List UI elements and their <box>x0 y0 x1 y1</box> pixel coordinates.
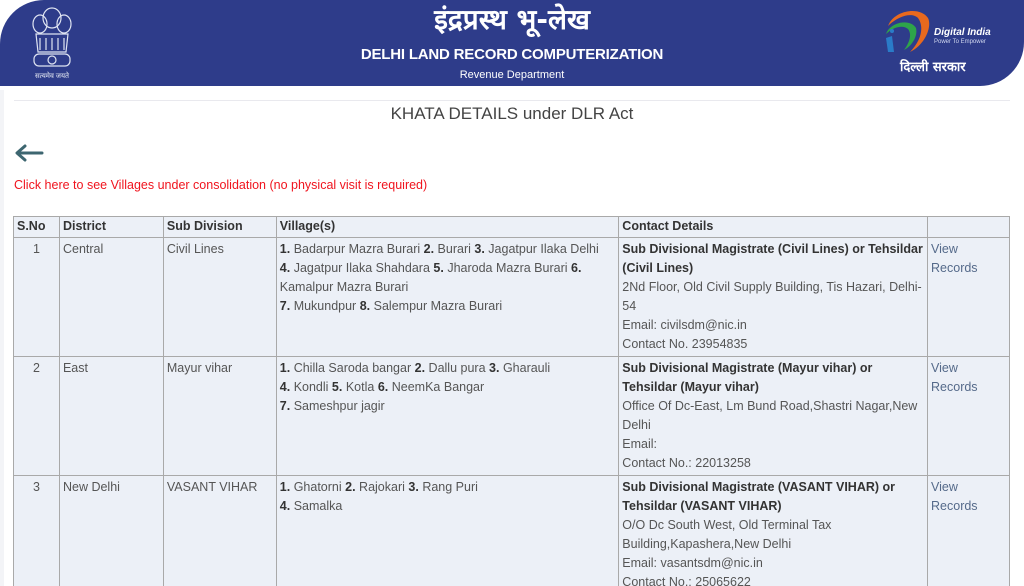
header-district: District <box>59 217 163 238</box>
village-line <box>280 397 616 416</box>
cell-villages <box>276 357 619 476</box>
village-name: Kamalpur Mazra Burari <box>279 280 409 294</box>
cell-sno: 3 <box>14 476 60 586</box>
village-number: 3. <box>474 242 485 256</box>
khata-records-table <box>13 216 1010 586</box>
village-number: 8. <box>359 299 371 313</box>
svg-text:सत्यमेव जयते: सत्यमेव जयते <box>34 73 70 80</box>
contact-address: Office Of Dc-East, Lm Bund Road,Shastri Nagar,New Delhi <box>622 399 918 432</box>
village-number: 4. <box>279 380 291 394</box>
cell-sub-division: Mayur vihar <box>163 357 276 476</box>
village-name: Mukundpur <box>293 299 357 313</box>
contact-address: 2Nd Floor, Old Civil Supply Building, Tis Hazari, Delhi-54 <box>622 280 922 313</box>
village-line <box>280 259 616 297</box>
village-number: 2. <box>423 242 435 256</box>
village-name: Chilla Saroda bangar <box>293 361 412 375</box>
village-line <box>280 378 616 397</box>
cell-district: New Delhi <box>59 476 163 586</box>
village-name: Rang Puri <box>422 480 478 494</box>
contact-office: Sub Divisional Magistrate (VASANT VIHAR) or Tehsildar (VASANT VIHAR) <box>622 480 896 513</box>
table-row <box>14 238 1010 357</box>
village-line <box>280 359 616 378</box>
contact-email: Email: civilsdm@nic.in <box>622 318 747 332</box>
village-name: Jagatpur Ilaka Delhi <box>488 242 599 256</box>
village-number: 1. <box>279 242 291 256</box>
view-records-link[interactable]: View Records <box>931 242 978 275</box>
page-title: KHATA DETAILS under DLR Act <box>390 104 634 123</box>
village-number: 2. <box>345 480 356 494</box>
cell-action <box>928 357 1010 476</box>
department-label: Revenue Department <box>459 69 565 81</box>
site-title-english: DELHI LAND RECORD COMPUTERIZATION <box>360 46 664 63</box>
village-number: 6. <box>377 380 389 394</box>
village-name: Rajokari <box>359 480 405 494</box>
village-name: Badarpur Mazra Burari <box>293 242 421 256</box>
contact-address: O/O Dc South West, Old Terminal Tax Building,Kapashera,New Delhi <box>622 518 832 551</box>
cell-villages <box>276 476 619 586</box>
village-line <box>280 297 616 316</box>
village-name: Salempur Mazra Burari <box>373 299 503 313</box>
header-sub-division: Sub Division <box>163 217 276 238</box>
village-name: Jagatpur Ilaka Shahdara <box>293 261 430 275</box>
cell-district: Central <box>59 238 163 357</box>
village-number: 3. <box>408 480 419 494</box>
cell-district: East <box>59 357 163 476</box>
village-number: 3. <box>489 361 500 375</box>
digital-india-label: Digital India <box>934 27 991 38</box>
village-name: Dallu pura <box>428 361 486 375</box>
village-line <box>280 478 616 497</box>
cell-sno: 1 <box>14 238 60 357</box>
village-name: NeemKa Bangar <box>391 380 485 394</box>
contact-office: Sub Divisional Magistrate (Civil Lines) or Tehsildar (Civil Lines) <box>622 242 923 275</box>
table-row <box>14 476 1010 586</box>
arrow-left-icon[interactable] <box>14 143 44 163</box>
site-title-hindi: इंद्रप्रस्थ भू-लेख <box>434 3 590 36</box>
village-name: Burari <box>437 242 471 256</box>
cell-action <box>928 238 1010 357</box>
header-villages: Village(s) <box>276 217 619 238</box>
village-number: 7. <box>279 399 291 413</box>
contact-office: Sub Divisional Magistrate (Mayur vihar) or Tehsildar (Mayur vihar) <box>622 361 873 394</box>
cell-villages <box>276 238 619 357</box>
cell-contact-details <box>619 238 928 357</box>
cell-sno: 2 <box>14 357 60 476</box>
village-line <box>280 240 616 259</box>
contact-phone: Contact No.: 22013258 <box>622 456 751 470</box>
village-name: Samalka <box>293 499 343 513</box>
village-number: 1. <box>279 480 291 494</box>
divider <box>14 100 1010 101</box>
contact-email: Email: vasantsdm@nic.in <box>622 556 763 570</box>
village-name: Kondli <box>293 380 329 394</box>
village-line <box>280 497 616 516</box>
cell-contact-details <box>619 476 928 586</box>
header-sno: S.No <box>14 217 60 238</box>
view-records-link[interactable]: View Records <box>931 361 978 394</box>
table-header-row <box>14 217 1010 238</box>
contact-phone: Contact No.: 25065622 <box>622 575 751 586</box>
village-name: Jharoda Mazra Burari <box>447 261 568 275</box>
village-number: 4. <box>279 499 291 513</box>
villages-under-consolidation-link[interactable]: Click here to see Villages under consolidation (no physical visit is required) <box>14 178 428 192</box>
header-contact-details: Contact Details <box>619 217 928 238</box>
view-records-link[interactable]: View Records <box>931 480 978 513</box>
village-name: Ghatorni <box>293 480 342 494</box>
village-number: 5. <box>331 380 343 394</box>
table-row <box>14 357 1010 476</box>
delhi-sarkar-label: दिल्ली सरकार <box>900 60 966 75</box>
cell-sub-division: Civil Lines <box>163 238 276 357</box>
site-header <box>0 0 1024 86</box>
digital-india-tagline: Power To Empower <box>934 39 986 45</box>
left-border <box>0 90 4 586</box>
village-number: 7. <box>279 299 291 313</box>
village-number: 5. <box>433 261 444 275</box>
village-name: Sameshpur jagir <box>293 399 385 413</box>
cell-sub-division: VASANT VIHAR <box>163 476 276 586</box>
village-name: Gharauli <box>502 361 551 375</box>
header-action <box>928 217 1010 238</box>
village-number: 6. <box>571 261 582 275</box>
cell-action <box>928 476 1010 586</box>
village-name: Kotla <box>345 380 375 394</box>
village-number: 2. <box>414 361 426 375</box>
contact-phone: Contact No. 23954835 <box>622 337 748 351</box>
contact-email: Email: <box>622 437 658 451</box>
cell-contact-details <box>619 357 928 476</box>
village-number: 1. <box>279 361 291 375</box>
village-number: 4. <box>279 261 291 275</box>
